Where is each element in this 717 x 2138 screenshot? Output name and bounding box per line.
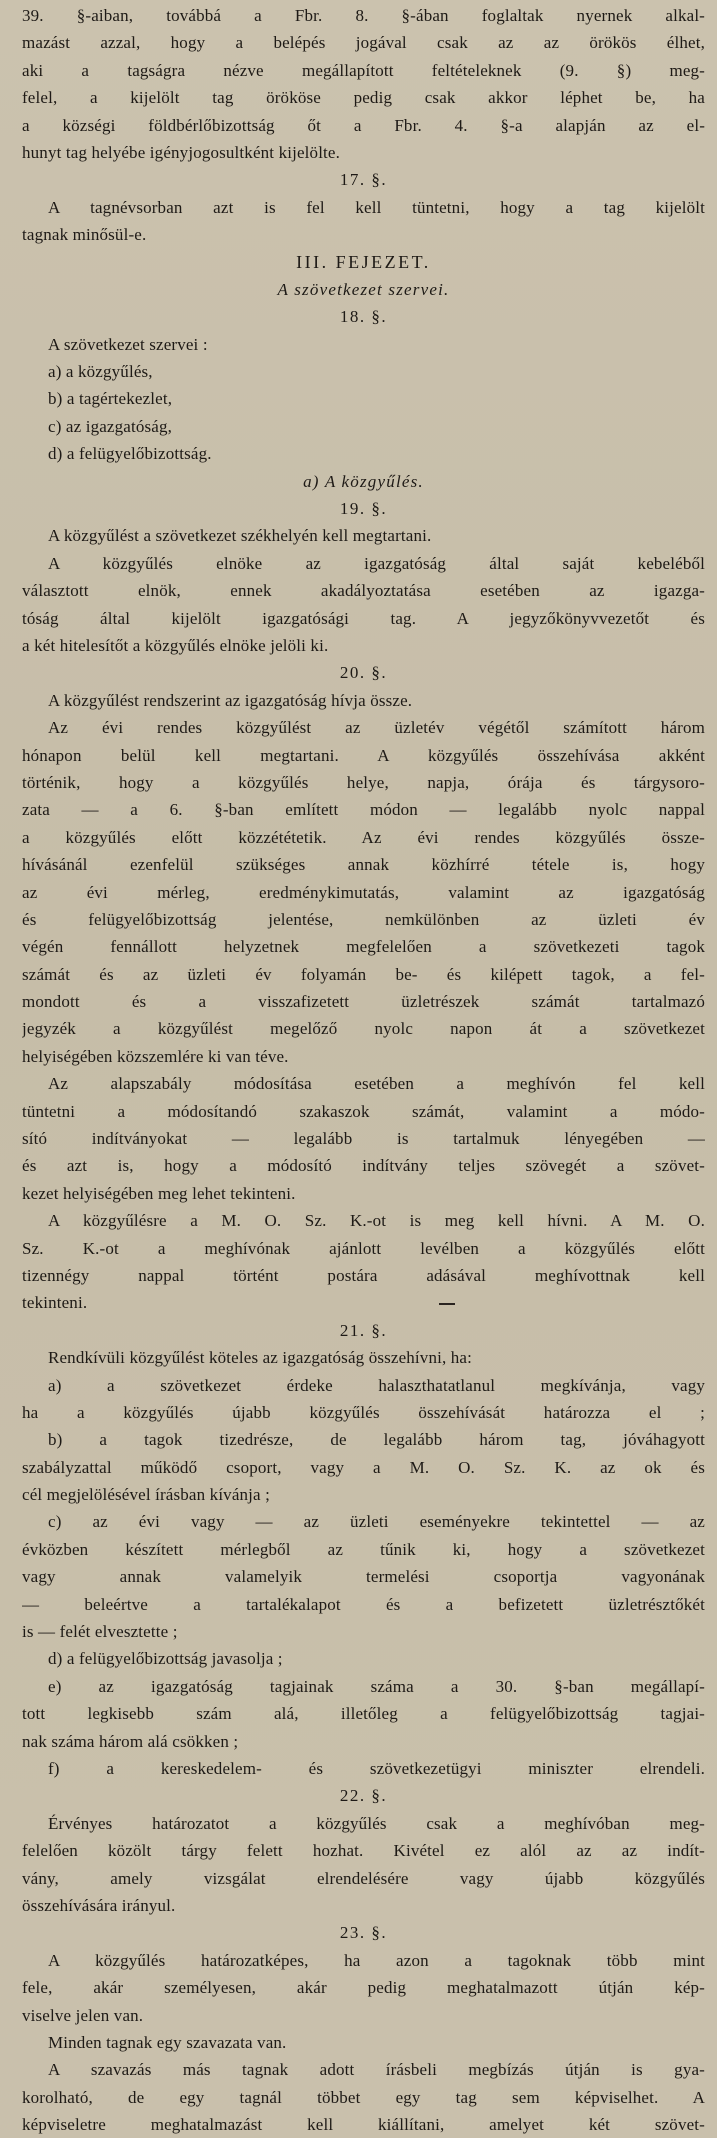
text-line: A közgyűlés elnöke az igazgatóság által saját kebeléből	[48, 553, 705, 573]
text-line: Az évi rendes közgyűlést az üzletév végétől számított három	[48, 718, 705, 738]
text-line: tagnak minősül-e.	[22, 225, 147, 245]
text-line: a községi földbérlőbizottság őt a Fbr. 4. §-a alapján az el-	[22, 115, 705, 135]
text-line: sító indítványokat — legalább is tartalmuk lényegében —	[22, 1129, 705, 1149]
text-line: a két hitelesítőt a közgyűlés elnöke jelöli ki.	[22, 635, 329, 655]
text-line: A közgyűlést rendszerint az igazgatóság hívja össze.	[48, 690, 413, 710]
chapter-heading: III. FEJEZET.	[296, 251, 431, 272]
section-heading: 17. §.	[339, 170, 388, 190]
text-line: Sz. K.-ot a meghívónak ajánlott levélben a közgyűlés előtt	[22, 1238, 705, 1258]
text-line: összehívására irányul.	[22, 1895, 176, 1915]
text-line: aki a tagságra nézve megállapított feltételeknek (9. §) meg-	[22, 60, 705, 80]
text-line: cél megjelölésével írásban kívánja ;	[22, 1485, 271, 1505]
list-item: c) az igazgatóság,	[48, 416, 172, 436]
text-line: A közgyűlésre a M. O. Sz. K.-ot is meg kell hívni. A M. O.	[48, 1211, 705, 1231]
list-item: d) a felügyelőbizottság.	[48, 444, 212, 464]
text-line: helyiségében közszemlére ki van téve.	[22, 1046, 289, 1066]
text-line: ha a közgyűlés újabb közgyűlés összehívását határozza el ;	[22, 1402, 705, 1422]
text-line: zata — a 6. §-ban említett módon — legalább nyolc nappal	[22, 800, 705, 820]
text-line: hívásánál ezenfelül szükséges annak közhírré tétele is, hogy	[22, 855, 705, 875]
text-line: Minden tagnak egy szavazata van.	[48, 2032, 287, 2052]
text-line: számát és az üzleti év folyamán be- és kilépett tagok, a fel-	[22, 964, 705, 984]
text-line: Az alapszabály módosítása esetében a meghívón fel kell	[48, 1074, 705, 1094]
text-line: nak száma három alá csökken ;	[22, 1731, 239, 1751]
text-line: szabályzattal működő csoport, vagy a M. O. Sz. K. az ok és	[22, 1457, 705, 1477]
list-item: b) a tagértekezlet,	[48, 389, 173, 409]
subheading: A szövetkezet szervei.	[277, 279, 450, 299]
text-line: mazást azzal, hogy a belépés jogával csak az az örökös élhet,	[22, 33, 705, 53]
text-line: A közgyűlés határozatképes, ha azon a tagoknak több mint	[48, 1950, 705, 1970]
text-line: tüntetni a módosítandó szakaszok számát, valamint a módo-	[22, 1101, 705, 1121]
section-heading: 18. §.	[339, 307, 388, 327]
text-line: A tagnévsorban azt is fel kell tüntetni, hogy a tag kijelölt	[48, 197, 705, 217]
text-line: tizennégy nappal történt postára adásával meghívottnak kell	[22, 1265, 705, 1285]
text-line: — beleértve a tartalékalapot és a befizetett üzletrésztőkét	[22, 1594, 705, 1614]
text-line: felel, a kijelölt tag örököse pedig csak akkor léphet be, ha	[22, 88, 705, 108]
text-line: kezet helyiségében meg lehet tekinteni.	[22, 1183, 296, 1203]
list-item: A szövetkezet szervei :	[48, 334, 208, 354]
text-line: a közgyűlés előtt közzététetik. Az évi rendes közgyűlés össze-	[22, 827, 705, 847]
section-heading: 22. §.	[339, 1786, 388, 1806]
text-line: választott elnök, ennek akadályoztatása esetében az igazga-	[22, 581, 705, 601]
text-line: d) a felügyelőbizottság javasolja ;	[48, 1649, 283, 1669]
text-line: c) az évi vagy — az üzleti eseményekre tekintettel — az	[48, 1512, 705, 1532]
text-line: A szavazás más tagnak adott írásbeli megbízás útján is gya-	[48, 2060, 705, 2080]
text-line: jegyzék a közgyűlést megelőző nyolc napon át a szövetkezet	[22, 1019, 705, 1039]
text-line: hunyt tag helyébe igényjogosultként kijelölte.	[22, 142, 341, 162]
text-line: Rendkívüli közgyűlést köteles az igazgatóság összehívni, ha:	[48, 1348, 472, 1368]
section-heading: 20. §.	[339, 663, 388, 683]
text-line: tott legkisebb szám alá, illetőleg a felügyelőbizottság tagjai-	[22, 1704, 705, 1724]
text-line: Érvényes határozatot a közgyűlés csak a meghívóban meg-	[48, 1813, 705, 1833]
text-line: A közgyűlést a szövetkezet székhelyén kell megtartani.	[48, 526, 432, 546]
section-heading: 19. §.	[339, 499, 388, 519]
section-heading: 21. §.	[339, 1320, 388, 1340]
printer-dash-mark	[439, 1303, 455, 1305]
text-line: vány, amely vizsgálat elrendelésére vagy újabb közgyűlés	[22, 1868, 705, 1888]
text-line: és azt is, hogy a módosító indítvány teljes szövegét a szövet-	[22, 1156, 705, 1176]
text-line: az évi mérleg, eredménykimutatás, valamint az igazgatóság	[22, 882, 705, 902]
text-line: korolható, de egy tagnál többet egy tag sem képviselhet. A	[22, 2087, 705, 2107]
text-line: mondott és a visszafizetett üzletrészek számát tartalmazó	[22, 992, 705, 1012]
text-line: viselve jelen van.	[22, 2005, 144, 2025]
text-line: tóság által kijelölt igazgatósági tag. A jegyzőkönyvvezetőt és	[22, 608, 705, 628]
subheading: a) A közgyűlés.	[303, 471, 424, 491]
text-line: felelően közölt tárgy felett hozhat. Kivétel ez alól az az indít-	[22, 1841, 705, 1861]
text-line: e) az igazgatóság tagjainak száma a 30. §-ban megállapí-	[48, 1676, 705, 1696]
text-line: tekinteni.	[22, 1293, 88, 1313]
text-line: és felügyelőbizottság jelentése, nemkülönben az üzleti év	[22, 909, 705, 929]
section-heading: 23. §.	[339, 1923, 388, 1943]
text-line: b) a tagok tizedrésze, de legalább három tag, jóváhagyott	[48, 1430, 705, 1450]
text-line: végén fennállott helyzetnek megfelelően a szövetkezeti tagok	[22, 937, 705, 957]
text-line: f) a kereskedelem- és szövetkezetügyi miniszter elrendeli.	[48, 1759, 705, 1778]
text-line: hónapon belül kell megtartani. A közgyűlés összehívása akként	[22, 745, 705, 765]
text-line: vagy annak valamelyik termelési csoportja vagyonának	[22, 1567, 705, 1587]
list-item: a) a közgyűlés,	[48, 362, 153, 382]
text-line: a) a szövetkezet érdeke halaszthatatlanul megkívánja, vagy	[48, 1375, 705, 1395]
text-line: is — felét elvesztette ;	[22, 1622, 178, 1642]
text-line: évközben készített mérlegből az tűnik ki, hogy a szövetkezet	[22, 1539, 705, 1559]
text-line: fele, akár személyesen, akár pedig meghatalmazott útján kép-	[22, 1978, 705, 1998]
text-line: képviseletre meghatalmazást kell kiállítani, amelyet két szövet-	[22, 2115, 705, 2135]
document-text	[22, 2, 705, 2138]
text-line: 39. §-aiban, továbbá a Fbr. 8. §-ában foglaltak nyernek alkal-	[22, 6, 705, 25]
text-line: történik, hogy a közgyűlés helye, napja, órája és tárgysoro-	[22, 772, 705, 792]
